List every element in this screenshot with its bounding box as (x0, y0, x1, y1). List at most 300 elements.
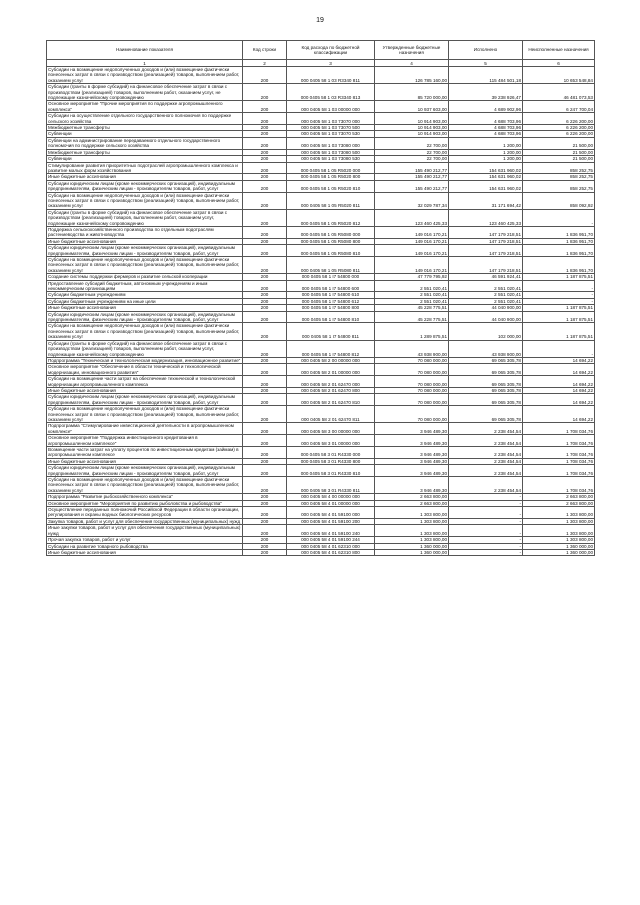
cell-executed: 2 238 454,54 (449, 447, 523, 459)
cell-unexecuted: 1 708 034,76 (523, 458, 595, 464)
cell-budget-code: 000 0405 58 2 01 62470 810 (287, 394, 375, 406)
table-row (47, 364, 595, 376)
table-row (47, 274, 595, 280)
cell-approved: 2 551 020,41 (375, 298, 449, 304)
cell-line-code: 200 (243, 101, 287, 113)
cell-line-code: 200 (243, 113, 287, 125)
cell-executed: 69 065 305,78 (449, 364, 523, 376)
cell-executed: - (449, 525, 523, 537)
cell-approved: 47 779 795,92 (375, 274, 449, 280)
cell-budget-code: 000 0405 58 1 03 73080 500 (287, 149, 375, 155)
cell-line-code: 200 (243, 477, 287, 494)
cell-budget-code: 000 0405 58 2 01 62470 811 (287, 406, 375, 423)
cell-line-code: 200 (243, 340, 287, 357)
cell-indicator-name: Субвенции (47, 156, 243, 162)
cell-executed: 69 065 305,78 (449, 406, 523, 423)
cell-approved: 10 914 903,00 (375, 131, 449, 137)
cell-indicator-name: Субсидии (гранты в форме субсидий) на финансовое обеспечение затрат в связи с производством (реализацией) товаров, выполнением работ, оказанием услуг, подлежащие казначейскому сопровождению (47, 209, 243, 226)
cell-approved: 1 303 800,00 (375, 518, 449, 524)
column-number: 5 (449, 60, 523, 67)
column-number: 3 (287, 60, 375, 67)
column-number-row (47, 60, 595, 67)
cell-line-code: 200 (243, 156, 287, 162)
cell-line-code: 200 (243, 209, 287, 226)
table-row (47, 192, 595, 209)
cell-indicator-name: Иные закупки товаров, работ и услуг для обеспечения государственных (муниципальных) нужд (47, 525, 243, 537)
cell-executed: - (449, 549, 523, 555)
cell-approved: 1 303 800,00 (375, 537, 449, 543)
cell-unexecuted: - (523, 292, 595, 298)
cell-executed: 154 631 960,02 (449, 174, 523, 180)
cell-indicator-name: Субсидии на возмещение части затрат на обеспечение технической и технологической модернизации агропромышленного комплекса (47, 376, 243, 388)
column-number: 6 (523, 60, 595, 67)
table-row (47, 435, 595, 447)
cell-line-code: 200 (243, 406, 287, 423)
cell-indicator-name: Иные бюджетные ассигнования (47, 458, 243, 464)
cell-budget-code: 000 0405 58 1 03 73070 000 (287, 113, 375, 125)
cell-budget-code: 000 0405 58 1 05 R5020 812 (287, 209, 375, 226)
cell-line-code: 200 (243, 311, 287, 323)
cell-executed: 43 938 900,00 (449, 340, 523, 357)
cell-unexecuted: 1 187 875,51 (523, 305, 595, 311)
cell-budget-code: 000 0405 58 4 01 00000 000 (287, 500, 375, 506)
page-number: 19 (316, 17, 324, 24)
cell-approved: 45 228 775,51 (375, 305, 449, 311)
cell-budget-code: 000 0405 58 1 I7 54800 600 (287, 280, 375, 292)
cell-approved: 2 663 800,00 (375, 500, 449, 506)
cell-line-code: 200 (243, 376, 287, 388)
cell-line-code: 200 (243, 543, 287, 549)
table-row (47, 507, 595, 519)
cell-executed: - (449, 537, 523, 543)
cell-indicator-name: Иные бюджетные ассигнования (47, 305, 243, 311)
cell-budget-code: 000 0405 58 4 01 59100 244 (287, 537, 375, 543)
cell-line-code: 200 (243, 458, 287, 464)
cell-executed: 2 238 454,54 (449, 458, 523, 464)
cell-indicator-name: Основное мероприятие "Прочие мероприятия по поддержке агропромышленного комплекса" (47, 101, 243, 113)
cell-unexecuted: 858 252,75 (523, 162, 595, 174)
cell-executed: 2 238 454,54 (449, 423, 523, 435)
cell-executed: 147 179 218,51 (449, 226, 523, 238)
cell-indicator-name: Субсидии на возмещение недополученных доходов и (или) возмещение фактически понесенных затрат в связи с производством (реализацией) товаров, выполнением работ, оказанием услуг (47, 257, 243, 274)
cell-line-code: 200 (243, 518, 287, 524)
cell-budget-code: 000 0405 58 1 03 73070 530 (287, 131, 375, 137)
cell-approved: 1 360 000,00 (375, 549, 449, 555)
cell-line-code: 200 (243, 67, 287, 84)
cell-executed: 102 000,00 (449, 323, 523, 340)
cell-approved: 32 029 787,34 (375, 192, 449, 209)
cell-executed: - (449, 518, 523, 524)
cell-unexecuted: 46 481 073,53 (523, 84, 595, 101)
cell-approved: 10 914 903,00 (375, 125, 449, 131)
cell-unexecuted: 6 226 200,00 (523, 113, 595, 125)
cell-line-code: 200 (243, 280, 287, 292)
cell-line-code: 200 (243, 226, 287, 238)
cell-approved: 1 289 875,51 (375, 323, 449, 340)
cell-approved: 149 016 170,21 (375, 245, 449, 257)
cell-approved: 22 700,00 (375, 137, 449, 149)
cell-executed: - (449, 500, 523, 506)
cell-indicator-name: Субсидии юридическим лицам (кроме некоммерческих организаций), индивидуальным предпринимателям, физическим лицам - производителям товаров, работ, услуг (47, 180, 243, 192)
cell-unexecuted: 2 663 800,00 (523, 494, 595, 500)
cell-unexecuted: 1 303 800,00 (523, 507, 595, 519)
cell-approved: 10 937 603,00 (375, 101, 449, 113)
cell-indicator-name: Закупка товаров, работ и услуг для обеспечения государственных (муниципальных) нужд (47, 518, 243, 524)
cell-budget-code: 000 0405 58 1 I7 54800 612 (287, 298, 375, 304)
table-row (47, 394, 595, 406)
cell-indicator-name: Подпрограмма "Развитие рыбохозяйственного комплекса" (47, 494, 243, 500)
cell-approved: 70 080 000,00 (375, 406, 449, 423)
cell-budget-code: 000 0405 58 1 I7 54800 000 (287, 274, 375, 280)
cell-executed: 154 631 960,02 (449, 180, 523, 192)
cell-unexecuted: 1 836 951,70 (523, 238, 595, 244)
cell-executed: 69 065 305,78 (449, 387, 523, 393)
cell-executed: 4 688 703,96 (449, 113, 523, 125)
cell-indicator-name: Предоставление субсидий бюджетным, автономным учреждениям и иным некоммерческим организациям (47, 280, 243, 292)
cell-indicator-name: Поддержка сельскохозяйственного производства по отдельным подотраслям растениеводства и животноводства (47, 226, 243, 238)
column-number: 4 (375, 60, 449, 67)
table-row (47, 162, 595, 174)
cell-unexecuted: 858 252,75 (523, 174, 595, 180)
cell-approved: 123 460 425,33 (375, 209, 449, 226)
cell-executed: 2 238 454,54 (449, 477, 523, 494)
cell-unexecuted: 1 836 951,70 (523, 226, 595, 238)
cell-approved: 1 303 800,00 (375, 525, 449, 537)
cell-approved: 3 946 489,30 (375, 477, 449, 494)
cell-budget-code: 000 0405 58 4 00 00000 000 (287, 494, 375, 500)
cell-indicator-name: Прочая закупка товаров, работ и услуг (47, 537, 243, 543)
cell-budget-code: 000 0405 58 3 01 R4330 000 (287, 447, 375, 459)
cell-unexecuted: 14 694,22 (523, 357, 595, 363)
cell-unexecuted: 2 663 800,00 (523, 500, 595, 506)
cell-line-code: 200 (243, 323, 287, 340)
cell-executed: 69 065 305,78 (449, 376, 523, 388)
table-row (47, 280, 595, 292)
cell-line-code: 200 (243, 435, 287, 447)
cell-indicator-name: Межбюджетные трансферты (47, 149, 243, 155)
cell-unexecuted: 21 500,00 (523, 149, 595, 155)
cell-budget-code: 000 0405 58 3 01 00000 000 (287, 435, 375, 447)
table-row (47, 376, 595, 388)
cell-unexecuted: 1 708 034,76 (523, 447, 595, 459)
cell-indicator-name: Основное мероприятие "Обеспечение в области технической и технологической модернизации, инновационного развития" (47, 364, 243, 376)
cell-approved: 70 080 000,00 (375, 376, 449, 388)
cell-approved: 70 080 000,00 (375, 387, 449, 393)
cell-unexecuted: 6 226 200,00 (523, 131, 595, 137)
cell-line-code: 200 (243, 180, 287, 192)
cell-executed: 2 551 020,41 (449, 280, 523, 292)
table-row (47, 113, 595, 125)
cell-approved: 22 700,00 (375, 149, 449, 155)
cell-line-code: 200 (243, 465, 287, 477)
cell-executed: 2 238 454,54 (449, 435, 523, 447)
cell-executed: 154 631 960,02 (449, 162, 523, 174)
cell-line-code: 200 (243, 507, 287, 519)
cell-indicator-name: Субсидии на возмещение недополученных доходов и (или) возмещение фактически понесенных затрат в связи с производством (реализацией) товаров, выполнением работ, оказанием услуг (47, 477, 243, 494)
cell-indicator-name: Основное мероприятие "Поддержка инвестиционного кредитования в агропромышленном комплексе" (47, 435, 243, 447)
cell-budget-code: 000 0405 58 1 03 00000 000 (287, 101, 375, 113)
cell-budget-code: 000 0405 58 1 I7 54800 811 (287, 323, 375, 340)
cell-indicator-name: Субсидии на возмещение недополученных доходов и (или) возмещение фактически понесенных затрат в связи с производством (реализацией) товаров, выполнением работ, оказанием услуг (47, 192, 243, 209)
cell-indicator-name: Иные бюджетные ассигнования (47, 387, 243, 393)
cell-indicator-name: Субсидии бюджетным учреждениям (47, 292, 243, 298)
cell-budget-code: 000 0405 58 1 05 R5020 811 (287, 192, 375, 209)
cell-executed: 39 238 926,47 (449, 84, 523, 101)
table-row (47, 257, 595, 274)
cell-budget-code: 000 0405 58 1 I7 54800 610 (287, 292, 375, 298)
header-budget-classification: Код расхода по бюджетной классификации (287, 41, 375, 60)
cell-unexecuted: 1 187 875,51 (523, 274, 595, 280)
cell-unexecuted: 14 694,22 (523, 376, 595, 388)
cell-executed: 147 179 218,51 (449, 257, 523, 274)
cell-indicator-name: Субсидии (гранты в форме субсидий) на финансовое обеспечение затрат в связи с производством (реализацией) товаров, выполнением работ, оказанием услуг, не подлежащие казначейскому сопровождению (47, 84, 243, 101)
cell-executed: 4 689 902,96 (449, 101, 523, 113)
budget-execution-table (46, 40, 595, 556)
cell-approved: 155 490 212,77 (375, 174, 449, 180)
cell-indicator-name: Иные бюджетные ассигнования (47, 174, 243, 180)
cell-line-code: 200 (243, 257, 287, 274)
cell-unexecuted: 14 694,22 (523, 387, 595, 393)
cell-approved: 3 946 489,30 (375, 435, 449, 447)
cell-unexecuted: 21 500,00 (523, 137, 595, 149)
cell-line-code: 200 (243, 494, 287, 500)
header-indicator-name: Наименование показателя (47, 41, 243, 60)
cell-executed: 44 040 900,00 (449, 311, 523, 323)
cell-budget-code: 000 0405 58 2 00 00000 000 (287, 357, 375, 363)
table-row (47, 311, 595, 323)
cell-budget-code: 000 0405 58 4 01 59100 000 (287, 507, 375, 519)
cell-line-code: 200 (243, 364, 287, 376)
cell-executed: 4 688 703,96 (449, 125, 523, 131)
table-row (47, 209, 595, 226)
cell-approved: 3 946 489,30 (375, 458, 449, 464)
cell-unexecuted: - (523, 280, 595, 292)
cell-approved: 70 080 000,00 (375, 394, 449, 406)
table-row (47, 340, 595, 357)
cell-line-code: 200 (243, 292, 287, 298)
cell-indicator-name: Субсидии на осуществление отдельного государственного полномочия по поддержке сельского хозяйства (47, 113, 243, 125)
cell-approved: 126 785 160,00 (375, 67, 449, 84)
cell-line-code: 200 (243, 387, 287, 393)
cell-unexecuted: 14 694,22 (523, 394, 595, 406)
cell-unexecuted: - (523, 209, 595, 226)
cell-approved: 10 914 903,00 (375, 113, 449, 125)
table-row (47, 447, 595, 459)
cell-indicator-name: Межбюджетные трансферты (47, 125, 243, 131)
table-body (47, 67, 595, 556)
cell-indicator-name: Создание системы поддержки фермеров и развитие сельской кооперации (47, 274, 243, 280)
cell-line-code: 200 (243, 162, 287, 174)
cell-unexecuted: 6 247 700,04 (523, 101, 595, 113)
cell-unexecuted: - (523, 298, 595, 304)
cell-indicator-name: Субсидии на возмещение недополученных доходов и (или) возмещение фактически понесенных затрат в связи с производством (реализацией) товаров, выполнением работ, оказанием услуг (47, 406, 243, 423)
cell-approved: 2 551 020,41 (375, 292, 449, 298)
cell-line-code: 200 (243, 525, 287, 537)
cell-line-code: 200 (243, 274, 287, 280)
cell-line-code: 200 (243, 447, 287, 459)
cell-unexecuted: 1 303 800,00 (523, 518, 595, 524)
cell-indicator-name: Субвенции (47, 131, 243, 137)
table-row (47, 101, 595, 113)
cell-executed: 147 179 218,51 (449, 238, 523, 244)
header-unexecuted: Неисполненные назначения (523, 41, 595, 60)
cell-unexecuted: 1 303 800,00 (523, 537, 595, 543)
cell-unexecuted: 1 303 800,00 (523, 525, 595, 537)
cell-budget-code: 000 0405 58 4 01 62310 000 (287, 543, 375, 549)
cell-executed: 147 179 218,51 (449, 245, 523, 257)
cell-budget-code: 000 0405 58 3 01 R4330 800 (287, 458, 375, 464)
cell-line-code: 200 (243, 174, 287, 180)
cell-unexecuted: - (523, 340, 595, 357)
cell-approved: 3 946 489,30 (375, 465, 449, 477)
cell-indicator-name: Субсидии юридическим лицам (кроме некоммерческих организаций), индивидуальным предпринимателям, физическим лицам - производителям товаров, работ, услуг (47, 465, 243, 477)
cell-budget-code: 000 0405 58 4 01 59100 240 (287, 525, 375, 537)
cell-budget-code: 000 0405 58 1 03 R3340 811 (287, 67, 375, 84)
cell-executed: 2 551 020,41 (449, 292, 523, 298)
cell-line-code: 200 (243, 549, 287, 555)
header-approved: Утвержденные бюджетные назначения (375, 41, 449, 60)
cell-approved: 2 663 800,00 (375, 494, 449, 500)
cell-budget-code: 000 0405 58 1 03 73080 000 (287, 137, 375, 149)
cell-budget-code: 000 0405 58 1 03 73070 500 (287, 125, 375, 131)
cell-executed: 44 040 900,00 (449, 305, 523, 311)
cell-budget-code: 000 0405 58 1 03 R3340 813 (287, 84, 375, 101)
cell-indicator-name: Подпрограмма "Техническая и технологическая модернизация, инновационное развитие" (47, 357, 243, 363)
table-row (47, 245, 595, 257)
table-row (47, 357, 595, 363)
cell-line-code: 200 (243, 394, 287, 406)
cell-line-code: 200 (243, 305, 287, 311)
column-number: 1 (47, 60, 243, 67)
cell-executed: 123 460 425,33 (449, 209, 523, 226)
cell-approved: 2 551 020,41 (375, 280, 449, 292)
cell-unexecuted: 1 708 034,76 (523, 423, 595, 435)
cell-unexecuted: 1 708 034,76 (523, 477, 595, 494)
cell-line-code: 200 (243, 537, 287, 543)
cell-unexecuted: 1 836 951,70 (523, 257, 595, 274)
table-row (47, 525, 595, 537)
cell-executed: - (449, 543, 523, 549)
cell-executed: 46 591 924,41 (449, 274, 523, 280)
cell-executed: - (449, 494, 523, 500)
cell-unexecuted: 21 500,00 (523, 156, 595, 162)
cell-line-code: 200 (243, 131, 287, 137)
cell-indicator-name: Осуществление переданных полномочий Российской Федерации в области организации, регулирования и охраны водных биологических ресурсов (47, 507, 243, 519)
cell-approved: 1 303 800,00 (375, 507, 449, 519)
cell-indicator-name: Возмещение части затрат на уплату процентов по инвестиционным кредитам (займам) в агропромышленном комплексе (47, 447, 243, 459)
cell-unexecuted: 1 708 034,76 (523, 465, 595, 477)
cell-approved: 155 490 212,77 (375, 180, 449, 192)
cell-indicator-name: Субвенции на администрирование передаваемого отдельного государственного полномочия по поддержке сельского хозяйства (47, 137, 243, 149)
table-row (47, 423, 595, 435)
cell-approved: 155 490 212,77 (375, 162, 449, 174)
cell-budget-code: 000 0405 58 1 05 R5080 811 (287, 257, 375, 274)
cell-approved: 45 228 775,51 (375, 311, 449, 323)
cell-approved: 43 938 900,00 (375, 340, 449, 357)
cell-budget-code: 000 0405 58 3 00 00000 000 (287, 423, 375, 435)
header-executed: Исполнено (449, 41, 523, 60)
cell-line-code: 200 (243, 149, 287, 155)
cell-executed: 2 238 454,54 (449, 465, 523, 477)
cell-executed: 2 551 020,41 (449, 298, 523, 304)
cell-unexecuted: 1 708 034,76 (523, 435, 595, 447)
cell-indicator-name: Субсидии юридическим лицам (кроме некоммерческих организаций), индивидуальным предпринимателям, физическим лицам - производителям товаров, работ, услуг (47, 311, 243, 323)
cell-executed: 69 065 305,78 (449, 394, 523, 406)
cell-indicator-name: Субсидии на возмещение недополученных доходов и (или) возмещение фактически понесенных затрат в связи с производством (реализацией) товаров, выполнением работ, оказанием услуг (47, 323, 243, 340)
cell-approved: 70 080 000,00 (375, 364, 449, 376)
table-row (47, 67, 595, 84)
table-row (47, 84, 595, 101)
table-row (47, 226, 595, 238)
cell-budget-code: 000 0405 58 1 05 R5080 810 (287, 245, 375, 257)
cell-budget-code: 000 0405 58 1 I7 54800 812 (287, 340, 375, 357)
cell-budget-code: 000 0405 58 4 01 62310 800 (287, 549, 375, 555)
cell-budget-code: 000 0405 58 1 I7 54800 800 (287, 305, 375, 311)
table-row (47, 549, 595, 555)
cell-budget-code: 000 0405 58 1 05 R5080 000 (287, 226, 375, 238)
cell-line-code: 200 (243, 84, 287, 101)
table-row (47, 137, 595, 149)
cell-indicator-name: Субсидии бюджетным учреждениям на иные цели (47, 298, 243, 304)
cell-unexecuted: 14 694,22 (523, 406, 595, 423)
cell-budget-code: 000 0405 58 2 01 00000 000 (287, 364, 375, 376)
cell-line-code: 200 (243, 423, 287, 435)
cell-budget-code: 000 0405 58 2 01 62470 800 (287, 387, 375, 393)
cell-approved: 22 700,00 (375, 156, 449, 162)
cell-unexecuted: 858 092,92 (523, 192, 595, 209)
cell-executed: 69 065 305,78 (449, 357, 523, 363)
cell-unexecuted: 1 360 000,00 (523, 543, 595, 549)
cell-executed: 31 171 694,42 (449, 192, 523, 209)
cell-budget-code: 000 0405 58 1 05 R5020 810 (287, 180, 375, 192)
cell-approved: 70 080 000,00 (375, 357, 449, 363)
header-line-code: Код строки (243, 41, 287, 60)
table-row (47, 323, 595, 340)
cell-line-code: 200 (243, 357, 287, 363)
cell-unexecuted: 14 694,22 (523, 364, 595, 376)
cell-line-code: 200 (243, 192, 287, 209)
cell-budget-code: 000 0405 58 1 05 R5020 000 (287, 162, 375, 174)
cell-approved: 3 946 489,30 (375, 447, 449, 459)
table-row (47, 465, 595, 477)
cell-indicator-name: Субсидии юридическим лицам (кроме некоммерческих организаций), индивидуальным предпринимателям, физическим лицам - производителям товаров, работ, услуг (47, 394, 243, 406)
cell-approved: 85 720 000,00 (375, 84, 449, 101)
cell-indicator-name: Стимулирование развития приоритетных подотраслей агропромышленного комплекса и развитие малых форм хозяйствования (47, 162, 243, 174)
cell-indicator-name: Субсидии на развитие товарного рыбоводства (47, 543, 243, 549)
cell-budget-code: 000 0405 58 1 03 73080 530 (287, 156, 375, 162)
cell-unexecuted: 858 252,75 (523, 180, 595, 192)
cell-executed: 1 200,00 (449, 156, 523, 162)
cell-budget-code: 000 0405 58 1 I7 54800 810 (287, 311, 375, 323)
cell-budget-code: 000 0405 58 3 01 R4330 811 (287, 477, 375, 494)
column-number: 2 (243, 60, 287, 67)
cell-approved: 149 016 170,21 (375, 238, 449, 244)
cell-indicator-name: Иные бюджетные ассигнования (47, 238, 243, 244)
table-row (47, 406, 595, 423)
cell-indicator-name: Субсидии юридическим лицам (кроме некоммерческих организаций), индивидуальным предпринимателям, физическим лицам - производителям товаров, работ, услуг (47, 245, 243, 257)
cell-approved: 1 360 000,00 (375, 543, 449, 549)
cell-indicator-name: Субсидии на возмещение недополученных доходов и (или) возмещение фактически понесенных затрат в связи с производством (реализацией) товаров, выполнением работ, оказанием услуг (47, 67, 243, 84)
table-row (47, 298, 595, 304)
cell-executed: 1 200,00 (449, 149, 523, 155)
cell-line-code: 200 (243, 500, 287, 506)
cell-approved: 149 016 170,21 (375, 257, 449, 274)
cell-unexecuted: 10 653 548,84 (523, 67, 595, 84)
cell-unexecuted: 1 187 875,51 (523, 323, 595, 340)
cell-executed: - (449, 507, 523, 519)
cell-line-code: 200 (243, 298, 287, 304)
cell-budget-code: 000 0405 58 4 01 59100 200 (287, 518, 375, 524)
